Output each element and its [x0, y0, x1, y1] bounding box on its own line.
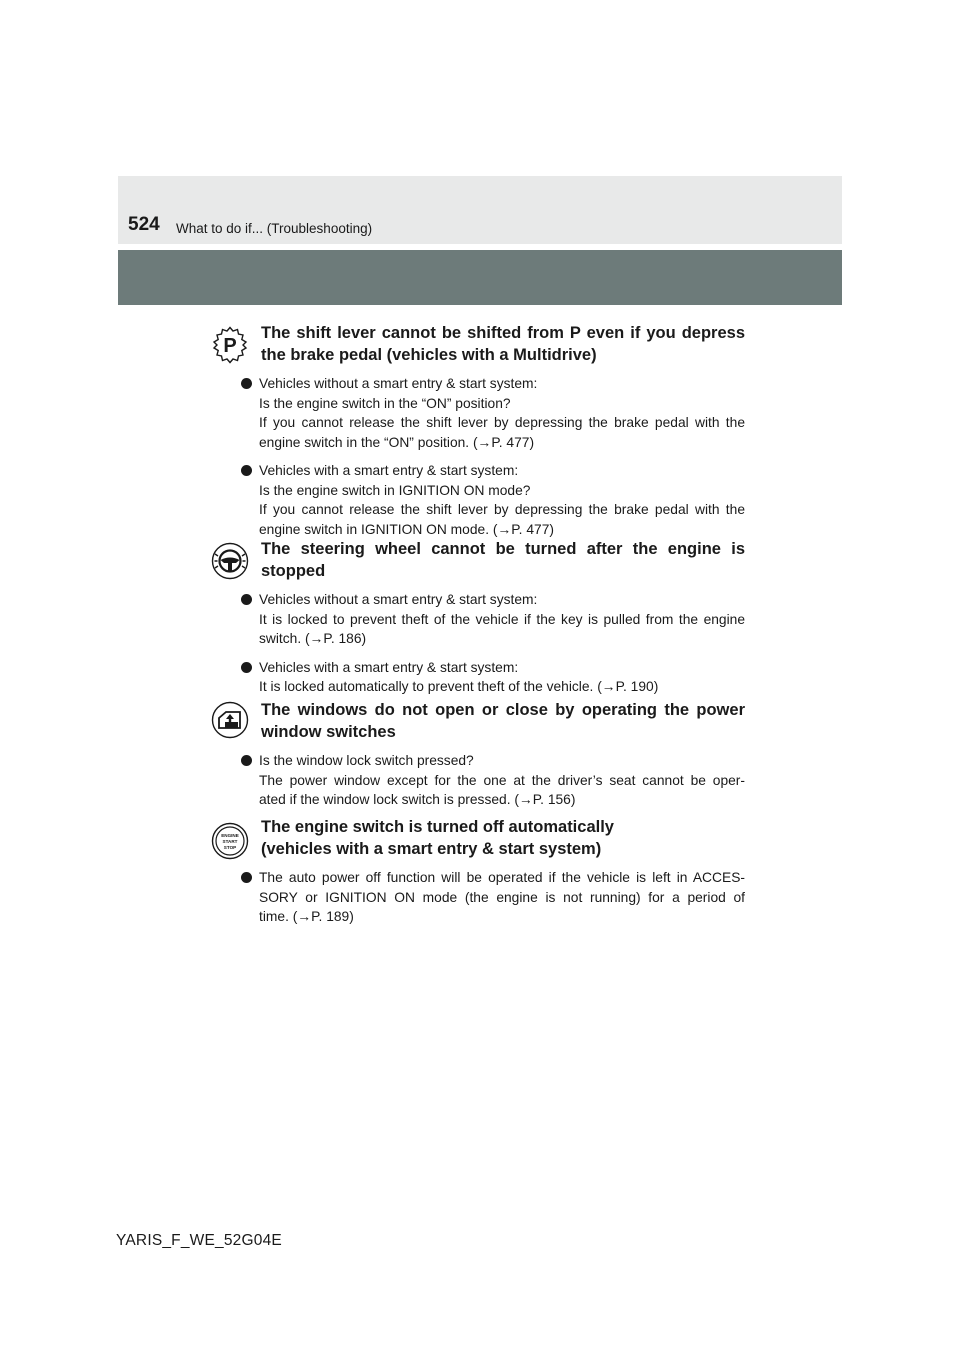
svg-text:P: P [223, 335, 237, 357]
shift-lever-p-icon [211, 326, 249, 364]
list-item: Is the window lock switch pressed? The power window except for the one at the driver’s seat cannot be oper- ated if the window lock switch is pressed. (→P. 156) [241, 751, 745, 810]
bullet-icon [241, 465, 252, 476]
icon-text: STOP [223, 845, 237, 850]
icon-text: START [222, 839, 238, 844]
bullet-icon [241, 872, 252, 883]
icon-text: ENGINE [221, 833, 239, 838]
list-item: Vehicles with a smart entry & start system: It is locked automatically to prevent theft of the vehicle. (→P. 190) [241, 658, 745, 697]
steering-lock-icon [211, 542, 249, 580]
section-heading: The windows do not open or close by operating the power window switches [261, 701, 745, 741]
bullet-icon [241, 378, 252, 389]
chapter-title: What to do if... (Troubleshooting) [176, 221, 373, 236]
list-item: The auto power off function will be operated if the vehicle is left in ACCES- SORY or IGNITION ON mode (the engine is not running) for a period of time. (→P. 189) [241, 868, 745, 927]
power-window-icon [211, 701, 249, 739]
item-list [241, 751, 745, 819]
bullet-icon [241, 594, 252, 605]
engine-start-stop-icon [211, 822, 249, 860]
list-item: Vehicles without a smart entry & start system: Is the engine switch in the “ON” position? If you cannot release the shift lever by depressing the brake pedal with the engine switch in the “ON” position. (→P. 477) [241, 374, 745, 452]
list-item: Vehicles without a smart entry & start system: It is locked to prevent theft of the vehicle if the key is pulled from the engine switch. (→P. 186) [241, 590, 745, 649]
bullet-icon [241, 755, 252, 766]
section-heading: The engine switch is turned off automatically (vehicles with a smart entry & start system) [261, 818, 614, 858]
list-item: Vehicles with a smart entry & start system: Is the engine switch in IGNITION ON mode? If you cannot release the shift lever by depressing the brake pedal with the engine switch in IGNITION ON mode. (→P. 477) [241, 461, 745, 539]
item-list [241, 590, 745, 706]
section-heading: The steering wheel cannot be turned after the engine is stopped [261, 540, 745, 580]
bullet-icon [241, 662, 252, 673]
item-list [241, 374, 745, 548]
page-number: 524 [128, 214, 160, 235]
footer-doc-code: YARIS_F_WE_52G04E [116, 1232, 282, 1249]
section-heading: The shift lever cannot be shifted from P even if you depress the brake pedal (vehicles with a Multidrive) [261, 324, 745, 364]
header-band [118, 250, 842, 305]
item-list [241, 868, 745, 936]
